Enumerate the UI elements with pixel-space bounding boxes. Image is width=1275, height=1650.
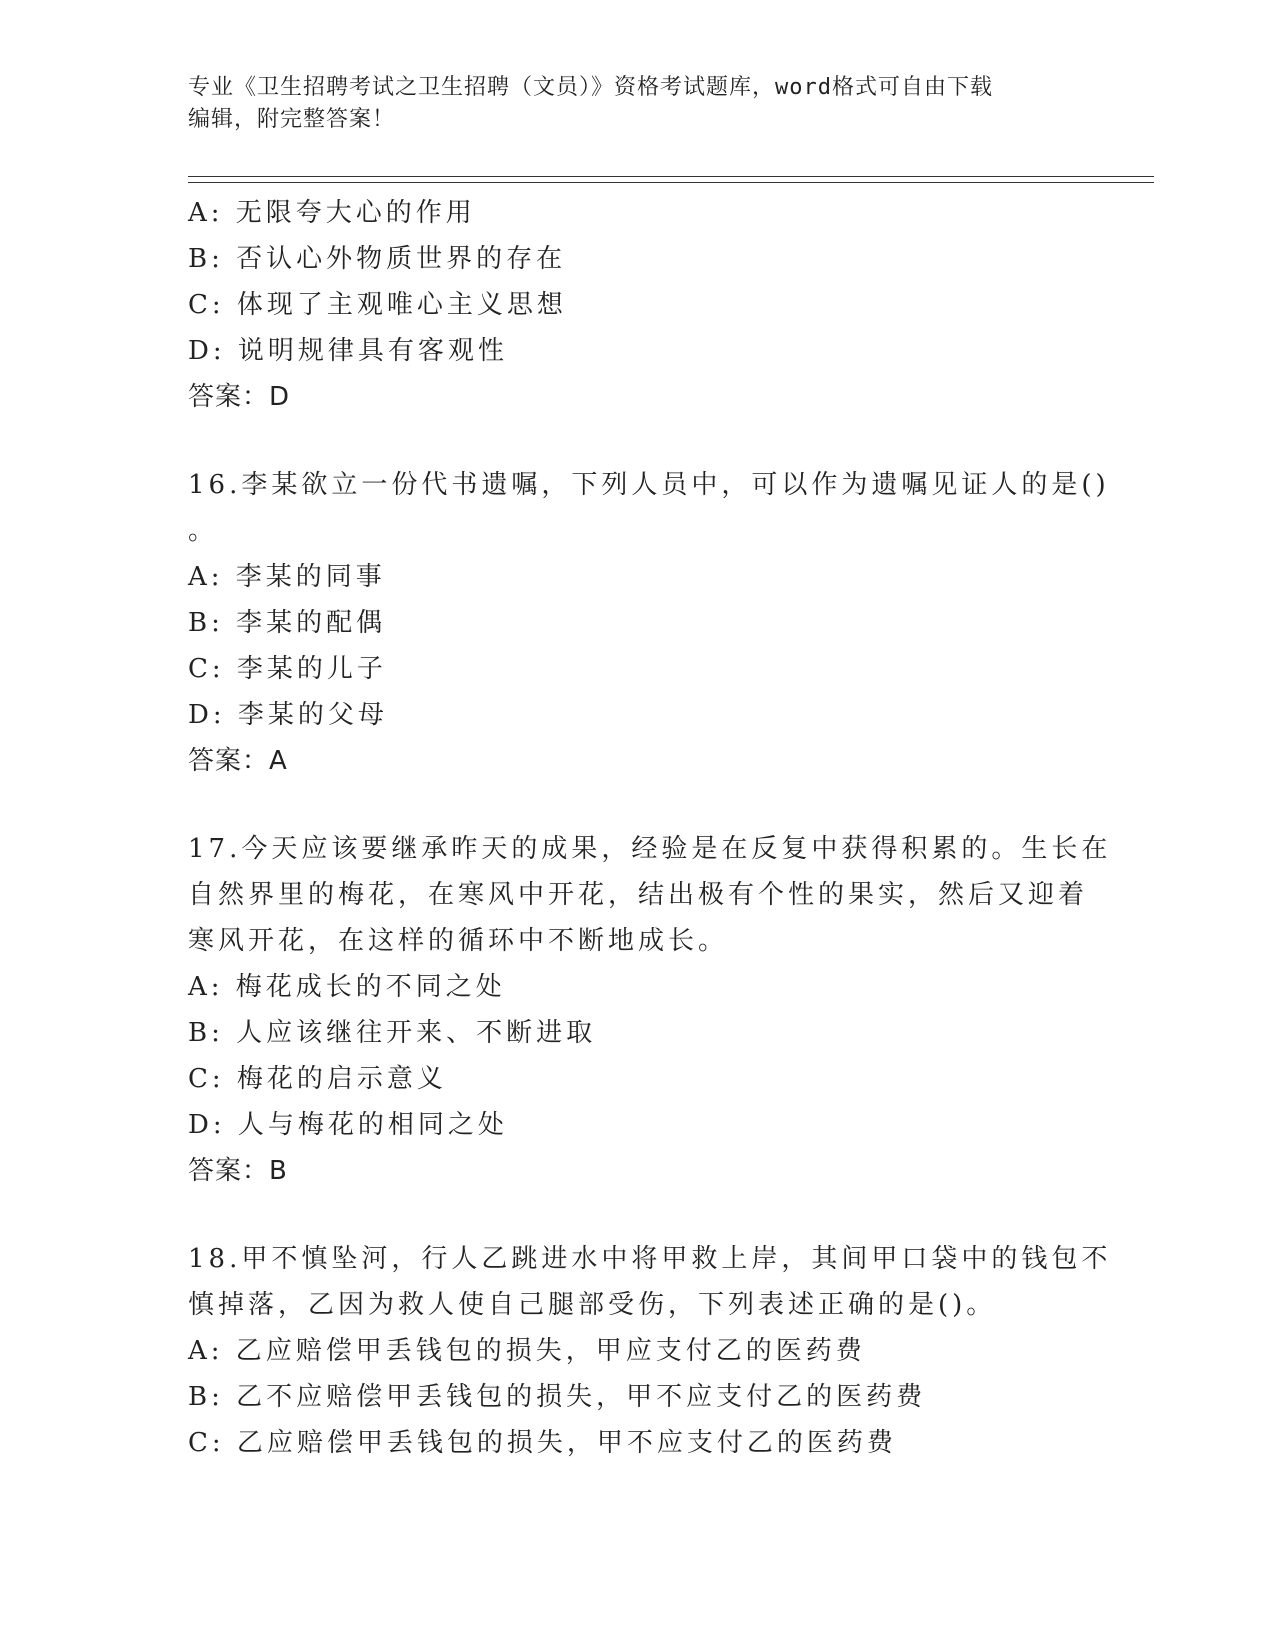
header-line-2: 编辑，附完整答案！ xyxy=(188,107,396,132)
option-b: B: 否认心外物质世界的存在 xyxy=(188,244,567,274)
header-divider-top xyxy=(188,176,1154,177)
spacer xyxy=(188,420,1088,462)
option-a: A: 李某的同事 xyxy=(188,562,386,592)
question-16 xyxy=(188,462,1110,784)
option-c: C: 梅花的启示意义 xyxy=(188,1064,447,1094)
question-text: 16.李某欲立一份代书遗嘱，下列人员中，可以作为遗嘱见证人的是() xyxy=(188,470,1110,500)
header-divider-bottom xyxy=(188,182,1154,183)
option-d: D: 李某的父母 xyxy=(188,700,388,730)
question-text-continued: 。 xyxy=(188,516,219,546)
option-b: B: 李某的配偶 xyxy=(188,608,387,638)
option-a: A: 梅花成长的不同之处 xyxy=(188,972,506,1002)
question-text-continued: 慎掉落，乙因为救人使自己腿部受伤，下列表述正确的是()。 xyxy=(188,1290,997,1320)
spacer xyxy=(188,784,1088,826)
option-a: A: 乙应赔偿甲丢钱包的损失，甲应支付乙的医药费 xyxy=(188,1336,866,1366)
question-text-continued: 寒风开花，在这样的循环中不断地成长。 xyxy=(188,926,729,956)
question-15 xyxy=(188,190,1088,420)
document-header xyxy=(188,72,1088,136)
option-c: C: 李某的儿子 xyxy=(188,654,387,684)
answer-line: 答案：A xyxy=(188,746,288,776)
answer-line: 答案：B xyxy=(188,1156,288,1186)
question-17 xyxy=(188,826,1112,1194)
header-line-1: 专业《卫生招聘考试之卫生招聘（文员）》资格考试题库，word格式可自由下载 xyxy=(188,75,993,100)
option-c: C: 体现了主观唯心主义思想 xyxy=(188,290,567,320)
option-d: D: 人与梅花的相同之处 xyxy=(188,1110,508,1140)
question-list xyxy=(188,190,1112,1466)
option-d: D: 说明规律具有客观性 xyxy=(188,336,508,366)
option-b: B: 乙不应赔偿甲丢钱包的损失，甲不应支付乙的医药费 xyxy=(188,1382,927,1412)
option-c: C: 乙应赔偿甲丢钱包的损失，甲不应支付乙的医药费 xyxy=(188,1428,897,1458)
answer-line: 答案：D xyxy=(188,382,291,412)
option-a: A: 无限夸大心的作用 xyxy=(188,198,476,228)
question-text-continued: 自然界里的梅花，在寒风中开花，结出极有个性的果实，然后又迎着 xyxy=(188,880,1089,910)
option-b: B: 人应该继往开来、不断进取 xyxy=(188,1018,597,1048)
question-text: 18.甲不慎坠河，行人乙跳进水中将甲救上岸，其间甲口袋中的钱包不 xyxy=(188,1244,1112,1274)
question-18 xyxy=(188,1236,1112,1466)
question-text: 17.今天应该要继承昨天的成果，经验是在反复中获得积累的。生长在 xyxy=(188,834,1112,864)
spacer xyxy=(188,1194,1088,1236)
